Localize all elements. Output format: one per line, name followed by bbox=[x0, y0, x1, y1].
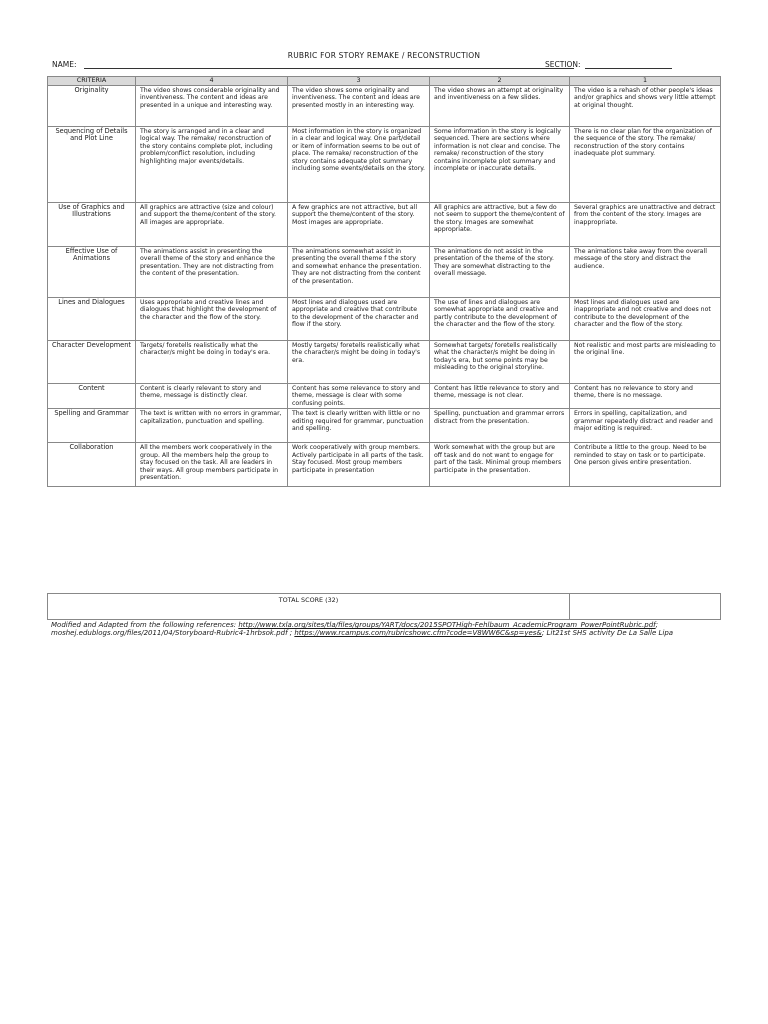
header-score-2: 2 bbox=[430, 77, 570, 86]
criteria-cell: Character Development bbox=[48, 340, 136, 383]
section-field-line bbox=[585, 68, 672, 69]
header-criteria: CRITERIA bbox=[48, 77, 136, 86]
score-3-cell: The text is clearly written with little or no editing required for grammar, punctuation and spelling. bbox=[288, 409, 430, 443]
score-1-cell: Contribute a little to the group. Need to be reminded to stay on task or to participate. One person gives entire presentation. bbox=[570, 443, 721, 487]
table-row bbox=[48, 85, 721, 126]
criteria-cell: Spelling and Grammar bbox=[48, 409, 136, 443]
criteria-cell: Effective Use of Animations bbox=[48, 246, 136, 297]
score-2-cell: Spelling, punctuation and grammar errors distract from the presentation. bbox=[430, 409, 570, 443]
references-note bbox=[51, 621, 721, 637]
score-3-cell: Content has some relevance to story and theme, message is clear with some confusing points. bbox=[288, 383, 430, 409]
rubric-table bbox=[47, 76, 721, 487]
name-section-row bbox=[52, 60, 720, 72]
score-4-cell: Uses appropriate and creative lines and dialogues that highlight the development of the character and the flow of the story. bbox=[136, 297, 288, 340]
table-row bbox=[48, 202, 721, 246]
score-2-cell: Somewhat targets/ foretells realistically what the character/s might be doing in today's era, but some points may be misleading to the original storyline. bbox=[430, 340, 570, 383]
score-3-cell: A few graphics are not attractive, but all support the theme/content of the story. Most images are appropriate. bbox=[288, 202, 430, 246]
references-separator: ; bbox=[655, 621, 658, 629]
criteria-cell: Collaboration bbox=[48, 443, 136, 487]
score-1-cell: There is no clear plan for the organization of the sequence of the story. The remake/ reconstruction of the story contains inadequate plot summary. bbox=[570, 126, 721, 202]
header-score-1: 1 bbox=[570, 77, 721, 86]
score-3-cell: The animations somewhat assist in presenting the overall theme f the story and somewhat enhance the presentation. They are not distracting from the content of the presentation. bbox=[288, 246, 430, 297]
score-4-cell: The animations assist in presenting the overall theme of the story and enhance the presentation. They are not distracting from the content of the presentation. bbox=[136, 246, 288, 297]
score-1-cell: Errors in spelling, capitalization, and grammar repeatedly distract and reader and major editing is required. bbox=[570, 409, 721, 443]
total-score-row bbox=[48, 594, 721, 620]
score-4-cell: The video shows considerable originality and inventiveness. The content and ideas are presented in a unique and interesting way. bbox=[136, 85, 288, 126]
table-row bbox=[48, 443, 721, 487]
header-score-4: 4 bbox=[136, 77, 288, 86]
score-2-cell: Work somewhat with the group but are off task and do not want to engage for part of the task. Minimal group members participate in the presentation. bbox=[430, 443, 570, 487]
document-title: RUBRIC FOR STORY REMAKE / RECONSTRUCTION bbox=[287, 51, 481, 60]
table-row bbox=[48, 340, 721, 383]
reference-link-edublogs[interactable]: moshej.edublogs.org/files/2011/04/Storyboard-Rubric4-1hrbsok.pdf bbox=[51, 629, 288, 638]
score-4-cell: The story is arranged and in a clear and logical way. The remake/ reconstruction of the story contains complete plot, including problem/conflict resolution, including highlighting major events/details. bbox=[136, 126, 288, 202]
score-4-cell: All graphics are attractive (size and colour) and support the theme/content of the story. All images are appropriate. bbox=[136, 202, 288, 246]
total-score-value[interactable] bbox=[570, 594, 721, 620]
score-4-cell: All the members work cooperatively in the group. All the members help the group to stay focused on the task. All are leaders in their ways. All group members participate in presentation. bbox=[136, 443, 288, 487]
score-1-cell: The animations take away from the overall message of the story and distract the audience. bbox=[570, 246, 721, 297]
criteria-cell: Use of Graphics and Illustrations bbox=[48, 202, 136, 246]
score-4-cell: Content is clearly relevant to story and theme, message is distinctly clear. bbox=[136, 383, 288, 409]
table-row bbox=[48, 246, 721, 297]
score-3-cell: Mostly targets/ foretells realistically what the character/s might be doing in today's era. bbox=[288, 340, 430, 383]
score-3-cell: The video shows some originality and inventiveness. The content and ideas are presented mostly in an interesting way. bbox=[288, 85, 430, 126]
total-score-table bbox=[47, 593, 721, 620]
section-label: SECTION: bbox=[545, 60, 581, 69]
score-2-cell: Content has little relevance to story and theme, message is not clear. bbox=[430, 383, 570, 409]
table-row bbox=[48, 409, 721, 443]
name-label: NAME: bbox=[52, 60, 77, 69]
score-4-cell: The text is written with no errors in grammar, capitalization, punctuation and spelling. bbox=[136, 409, 288, 443]
score-1-cell: The video is a rehash of other people's ideas and/or graphics and shows very little attempt at original thought. bbox=[570, 85, 721, 126]
criteria-cell: Lines and Dialogues bbox=[48, 297, 136, 340]
score-3-cell: Most information in the story is organized in a clear and logical way. One part/detail or item of information seems to be out of place. The remake/ reconstruction of the story contains adequate plot summary including some events/details on the story. bbox=[288, 126, 430, 202]
score-3-cell: Work cooperatively with group members. Actively participate in all parts of the task. Stay focused. Most group members participate in presentation bbox=[288, 443, 430, 487]
score-2-cell: The animations do not assist in the presentation of the theme of the story. They are somewhat distracting to the overall message. bbox=[430, 246, 570, 297]
table-row bbox=[48, 383, 721, 409]
score-4-cell: Targets/ foretells realistically what the character/s might be doing in today's era. bbox=[136, 340, 288, 383]
score-2-cell: The video shows an attempt at originality and inventiveness on a few slides. bbox=[430, 85, 570, 126]
total-score-label: TOTAL SCORE (32) bbox=[48, 594, 570, 620]
score-2-cell: Some information in the story is logically sequenced. There are sections where information is not clear and concise. The remake/ reconstruction of the story contains incomplete plot summary and incomplete or inaccurate details. bbox=[430, 126, 570, 202]
criteria-cell: Sequencing of Details and Plot Line bbox=[48, 126, 136, 202]
score-2-cell: All graphics are attractive, but a few do not seem to support the theme/content of the story. Images are somewhat appropriate. bbox=[430, 202, 570, 246]
score-3-cell: Most lines and dialogues used are appropriate and creative that contribute to the development of the character and flow if the story. bbox=[288, 297, 430, 340]
score-2-cell: The use of lines and dialogues are somewhat appropriate and creative and partly contribute to the development of the character and the flow of the story. bbox=[430, 297, 570, 340]
references-separator: ; bbox=[287, 629, 295, 638]
name-field-line bbox=[84, 68, 574, 69]
references-suffix: ; Lit21st SHS activity De La Salle Lipa bbox=[541, 629, 674, 638]
references-prefix: Modified and Adapted from the following references: bbox=[51, 621, 239, 629]
criteria-cell: Originality bbox=[48, 85, 136, 126]
score-1-cell: Most lines and dialogues used are inappropriate and not creative and does not contribute to the development of the character and the flow of the story. bbox=[570, 297, 721, 340]
score-1-cell: Not realistic and most parts are misleading to the original line. bbox=[570, 340, 721, 383]
reference-link-rcampus[interactable]: https://www.rcampus.com/rubricshowc.cfm?code=V8WW6C&sp=yes& bbox=[294, 629, 542, 638]
header-score-3: 3 bbox=[288, 77, 430, 86]
table-row bbox=[48, 297, 721, 340]
reference-link-txla[interactable]: http://www.txla.org/sites/tla/files/groups/YART/docs/2015SPOTHigh-Fehlbaum_AcademicProgram_PowerPointRubric.pdf bbox=[238, 621, 656, 629]
rubric-header-row bbox=[48, 77, 721, 86]
score-1-cell: Content has no relevance to story and theme, there is no message. bbox=[570, 383, 721, 409]
criteria-cell: Content bbox=[48, 383, 136, 409]
score-1-cell: Several graphics are unattractive and detract from the content of the story. Images are inappropriate. bbox=[570, 202, 721, 246]
table-row bbox=[48, 126, 721, 202]
